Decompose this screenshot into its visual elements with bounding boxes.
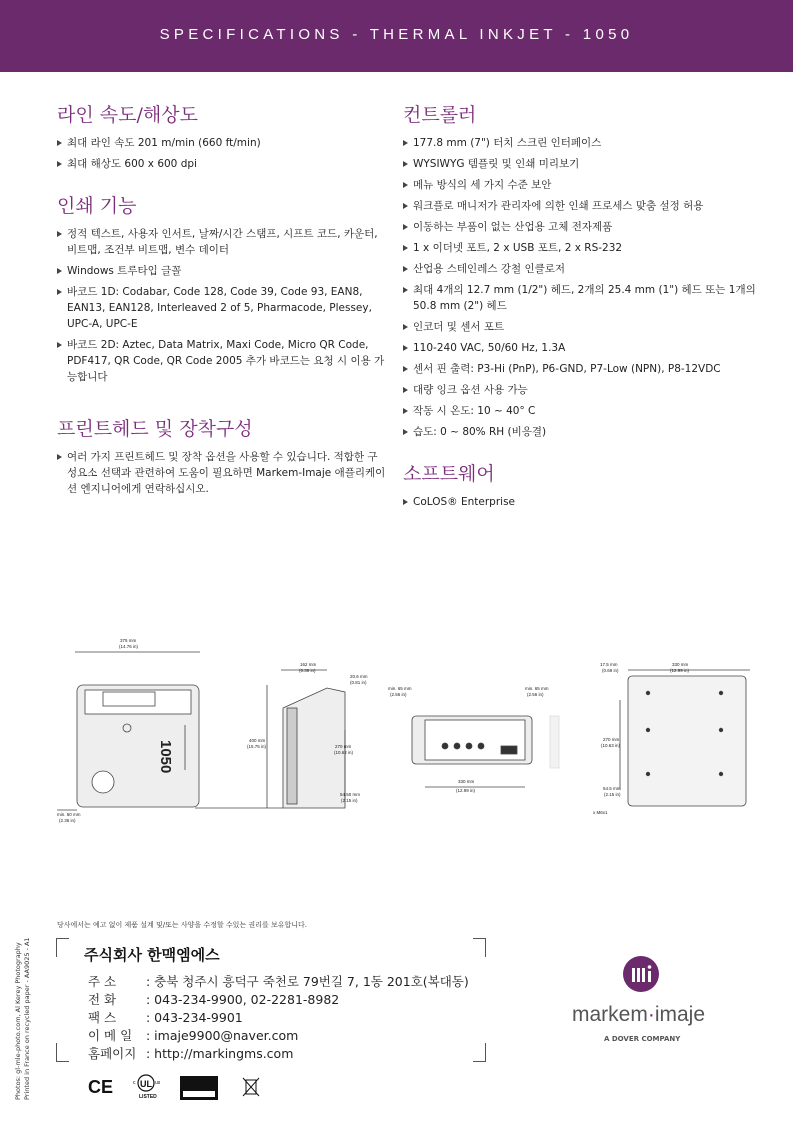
list-item: 정적 텍스트, 사용자 인서트, 날짜/시간 스탬프, 시프트 코드, 카운터, 비트맵, 조건부 비트맵, 변수 데이터 — [57, 226, 387, 258]
dim-label: (2.56 in) — [527, 692, 544, 697]
list-item: 바코드 2D: Aztec, Data Matrix, Maxi Code, Micro QR Code, PDF417, QR Code, QR Code 2005 추가 바코드는 요청 시 이용 가능합니다 — [57, 337, 387, 385]
section-title-controller: 컨트롤러 — [403, 104, 477, 126]
row-label: 팩 스 — [88, 1010, 117, 1025]
address-row — [88, 972, 469, 990]
mi-logo-icon — [622, 955, 660, 993]
weee-bin-icon — [243, 1078, 259, 1096]
dim-label: 330 mm — [672, 662, 689, 667]
list-item: 작동 시 온도: 10 ~ 40° C — [403, 403, 763, 419]
row-label: 전 화 — [88, 992, 117, 1007]
print-features-list — [57, 226, 387, 385]
dim-label: (6.38 in) — [299, 668, 316, 673]
dim-label: (0.81 in) — [350, 680, 367, 685]
list-item: 1 x 이더넷 포트, 2 x USB 포트, 2 x RS-232 — [403, 240, 763, 256]
list-item: 습도: 0 ~ 80% RH (비응결) — [403, 424, 763, 440]
base-plate-diagram — [620, 670, 750, 806]
dim-label: min. 60 mm — [57, 812, 81, 817]
certification-marks — [88, 1073, 268, 1103]
disclaimer-text: 당사에서는 예고 없이 제품 설계 및/또는 사양을 수정할 수있는 권리를 보유합니다. — [57, 921, 307, 929]
right-column — [403, 100, 763, 515]
svg-text:us: us — [155, 1080, 161, 1086]
side-credits: Photos: gl-mle-photo.com, Al Kerey Photography Printed in France on recycled paper - AA9025 - A1 — [14, 937, 31, 1100]
list-item: 이동하는 부품이 없는 산업용 고체 전자제품 — [403, 219, 763, 235]
dim-label: 17.5 mm — [600, 662, 618, 667]
dim-label: (2.15 in) — [604, 792, 621, 797]
dim-label: 54.50 mm — [340, 792, 361, 797]
row-label: 이 메 일 — [88, 1028, 133, 1043]
list-item: 최대 해상도 600 x 600 dpi — [57, 156, 387, 172]
list-item: WYSIWYG 템플릿 및 인쇄 미리보기 — [403, 156, 763, 172]
side-view-diagram — [195, 670, 345, 808]
dim-label: 162 mm — [300, 662, 317, 667]
list-item: 177.8 mm (7") 터치 스크린 인터페이스 — [403, 135, 763, 151]
phone-row — [88, 990, 339, 1008]
printhead-list — [57, 449, 387, 497]
dim-label: min. 65 mm — [388, 686, 412, 691]
svg-text:c: c — [133, 1080, 136, 1086]
section-title-software: 소프트웨어 — [403, 463, 495, 485]
dim-label: min. 65 mm — [525, 686, 549, 691]
dim-label: 400 mm — [249, 738, 266, 743]
company-contact-block — [56, 938, 486, 1062]
section-title-print-features: 인쇄 기능 — [57, 195, 137, 217]
list-item: 최대 라인 속도 201 m/min (660 ft/min) — [57, 135, 387, 151]
email-row — [88, 1026, 298, 1044]
dim-label: (15.75 in) — [247, 744, 267, 749]
section-title-speed: 라인 속도/해상도 — [57, 104, 198, 126]
dim-label: 270 mm — [335, 744, 352, 749]
list-item: CoLOS® Enterprise — [403, 494, 763, 510]
list-item: 센서 핀 출력: P3-Hi (PnP), P6-GND, P7-Low (NPN), P8-12VDC — [403, 361, 763, 377]
row-value: : 043-234-9900, 02-2281-8982 — [146, 992, 340, 1007]
row-value: : 충북 청주시 흥덕구 죽천로 79번길 7, 1동 201호(복대동) — [146, 974, 469, 989]
dim-label: (14.76 in) — [119, 644, 139, 649]
dim-label: (10.63 in) — [601, 743, 621, 748]
dim-label: (2.56 in) — [390, 692, 407, 697]
row-value[interactable]: : http://markingms.com — [146, 1046, 294, 1061]
list-item: 산업용 스테인레스 강철 인클로저 — [403, 261, 763, 277]
speed-list — [57, 135, 387, 172]
list-item: 대량 잉크 옵션 사용 가능 — [403, 382, 763, 398]
list-item: 최대 4개의 12.7 mm (1/2") 헤드, 2개의 25.4 mm (1") 헤드 또는 1개의 50.8 mm (2") 헤드 — [403, 282, 763, 314]
list-item: 인코더 및 센서 포트 — [403, 319, 763, 335]
list-item: 110-240 VAC, 50/60 Hz, 1.3A — [403, 340, 763, 356]
list-item: 여러 가지 프린트헤드 및 장착 옵션을 사용할 수 있습니다. 적합한 구성요소 선택과 관련하여 도움이 필요하면 Markem-Imaje 애플리케이션 엔지니어에게 연락하십시오. — [57, 449, 387, 497]
svg-text:LISTED: LISTED — [139, 1094, 157, 1100]
software-list — [403, 494, 763, 510]
iso-certificate-icon — [180, 1076, 218, 1100]
dim-label: (10.62 in) — [334, 750, 354, 755]
section-title-printhead: 프린트헤드 및 장착구성 — [57, 418, 253, 440]
svg-text:UL: UL — [140, 1079, 152, 1089]
list-item: 워크플로 매니저가 관리자에 의한 인쇄 프로세스 맞춤 설정 허용 — [403, 198, 763, 214]
dimension-diagrams — [45, 630, 765, 830]
page-title: SPECIFICATIONS - THERMAL INKJET - 1050 — [159, 26, 634, 43]
left-column — [57, 100, 387, 502]
dim-label: 20.6 mm — [350, 674, 368, 679]
ul-listed-icon — [133, 1075, 161, 1100]
fax-row — [88, 1008, 243, 1026]
row-label: 주 소 — [88, 974, 117, 989]
dim-label: x M6x1 — [593, 810, 608, 815]
top-view-diagram — [412, 716, 559, 787]
controller-list — [403, 135, 763, 440]
front-panel-label: 1050 — [157, 740, 174, 774]
dim-label: 330 mm — [458, 779, 475, 784]
logo-wordmark: markem·imaje — [572, 1003, 706, 1026]
dim-label: (12.99 in) — [456, 788, 476, 793]
header-bar — [0, 0, 793, 72]
dim-label: 375 mm — [120, 638, 137, 643]
dim-label: (0.69 in) — [602, 668, 619, 673]
list-item: Windows 트루타입 글꼴 — [57, 263, 387, 279]
list-item: 바코드 1D: Codabar, Code 128, Code 39, Code 93, EAN8, EAN13, EAN128, Interleaved 2 of 5, Pharmacode, Plessey, UPC-A, UPC-E — [57, 284, 387, 332]
front-view-diagram — [57, 652, 200, 810]
dim-label: (12.99 in) — [670, 668, 690, 673]
markem-imaje-logo — [560, 955, 740, 1045]
list-item: 메뉴 방식의 세 가지 수준 보안 — [403, 177, 763, 193]
dim-label: (2.36 in) — [59, 818, 76, 823]
dim-label: 270 mm — [603, 737, 620, 742]
dim-label: 54.5 mm — [603, 786, 621, 791]
homepage-row — [88, 1044, 293, 1062]
row-value: : 043-234-9901 — [146, 1010, 243, 1025]
logo-subtitle: A DOVER COMPANY — [604, 1035, 681, 1043]
company-name: 주식회사 한맥엠에스 — [84, 946, 220, 964]
row-value[interactable]: : imaje9900@naver.com — [146, 1028, 299, 1043]
dim-label: (2.15 in) — [341, 798, 358, 803]
ce-mark-icon: CE — [88, 1077, 114, 1097]
row-label: 홈페이지 — [88, 1046, 137, 1061]
